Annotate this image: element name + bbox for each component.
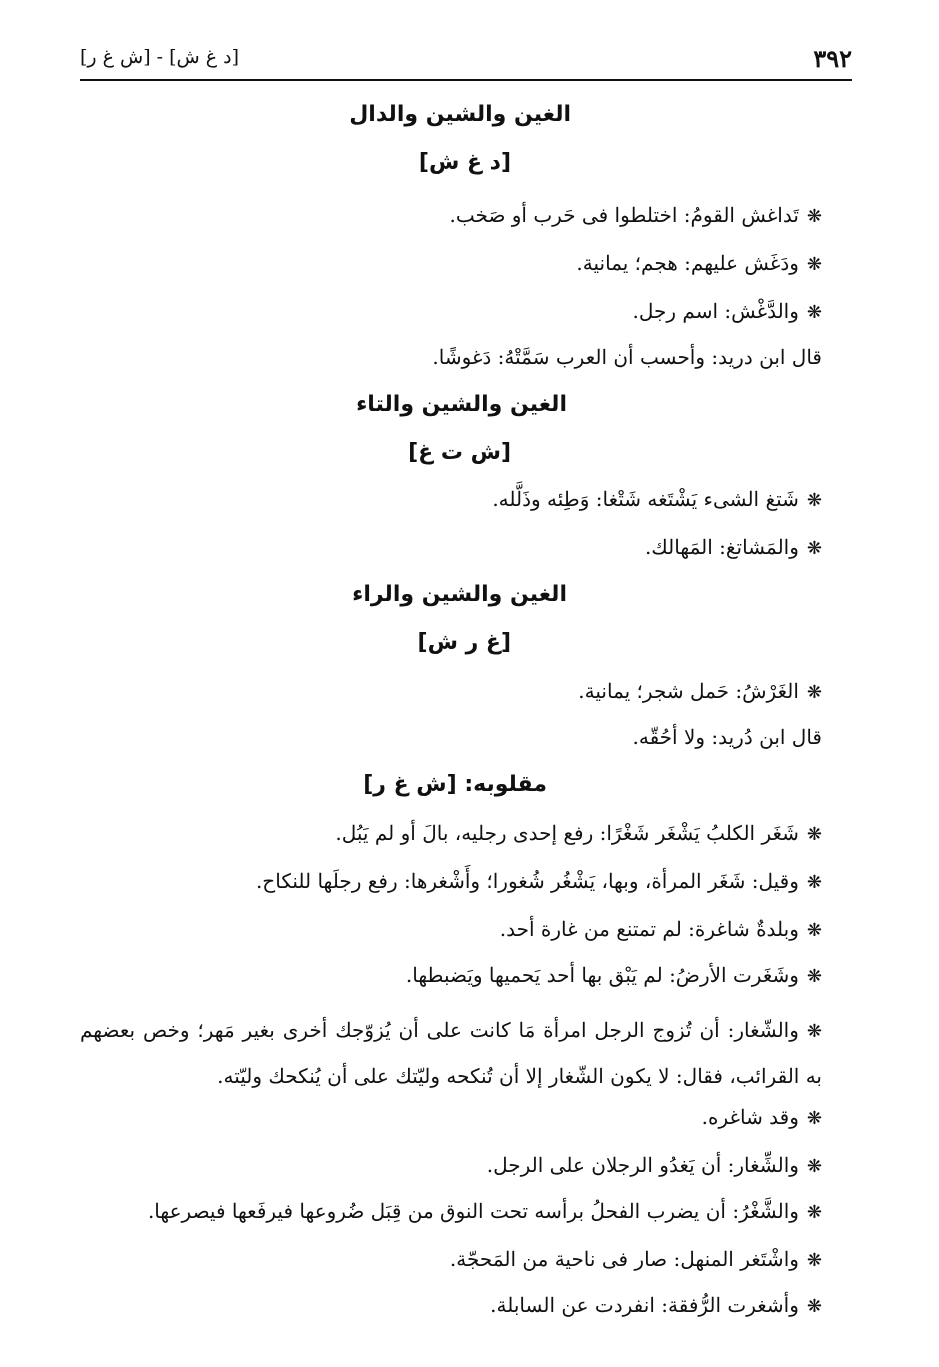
entry-text: تَداغش القومُ: اختلطوا فى حَرب أو صَخب.: [449, 203, 799, 227]
entry-line: [335, 818, 822, 850]
section-heading-ta: الغين والشين والتاء: [356, 392, 567, 417]
asterisk-icon: ❋: [806, 1250, 822, 1271]
entry-text: وقيل: شَغَر المرأة، وبها، يَشْغُر شُغورا؛ وأَشْغرها: رفع رجلَها للنكاح.: [255, 869, 799, 893]
entry-text: الغَرْشُ: حَمل شجر؛ يمانية.: [578, 679, 799, 703]
entry-text: وبلدةٌ شاغرة: لم تمتنع من غارة أحد.: [499, 917, 799, 941]
entry-text: والدَّغْش: اسم رجل.: [632, 299, 799, 323]
asterisk-icon: ❋: [806, 824, 822, 845]
entry-line: [645, 532, 822, 564]
entry-line: [576, 248, 822, 280]
note-line: قال ابن دُريد: ولا أحُقّه.: [632, 725, 822, 749]
note-line: قال ابن دريد: وأحسب أن العرب سَمَّتْهُ: دَغوشًا.: [432, 345, 822, 369]
section-heading-dal: الغين والشين والدال: [349, 102, 571, 127]
asterisk-icon: ❋: [806, 682, 822, 703]
asterisk-icon: ❋: [806, 1202, 822, 1223]
page-number: ٣٩٢: [813, 44, 852, 73]
asterisk-icon: ❋: [806, 254, 822, 275]
root-dghsh: [د غ ش]: [418, 150, 511, 175]
asterisk-icon: ❋: [806, 966, 822, 987]
inverted-heading: مقلوبه: [ش غ ر]: [363, 772, 547, 797]
entry-line: [450, 1244, 822, 1276]
asterisk-icon: ❋: [806, 206, 822, 227]
asterisk-icon: ❋: [806, 920, 822, 941]
entry-text: وقد شاغره.: [701, 1105, 799, 1129]
asterisk-icon: ❋: [806, 1296, 822, 1317]
page-header: [80, 44, 852, 78]
asterisk-icon: ❋: [806, 1108, 822, 1129]
asterisk-icon: ❋: [806, 872, 822, 893]
entry-line: [492, 484, 822, 516]
asterisk-icon: ❋: [806, 302, 822, 323]
asterisk-icon: ❋: [806, 490, 822, 511]
entry-line: [406, 960, 822, 992]
entry-text: والشِّغار: أن يَغدُو الرجلان على الرجل.: [486, 1153, 799, 1177]
long-entry: [80, 1008, 822, 1098]
header-rule: [80, 79, 852, 81]
entry-text: والشّغار: أن تُزوج الرجل امرأة مَا كانت على أن يُزوّجك أخرى بغير مَهر؛ وخص بعضهم به القرائب، فقال: لا يكون الشّغار إلا أن تُنكحه وليّتك على أن يُنكحك وليّته.: [80, 1018, 822, 1088]
running-head: [د غ ش] - [ش غ ر]: [80, 46, 240, 68]
root-shtgh: [ش ت غ]: [408, 440, 511, 465]
entry-text: وشَغَرت الأرضُ: لم يَبْق بها أحد يَحميها ويَضبطها.: [405, 963, 799, 987]
asterisk-icon: ❋: [806, 1156, 822, 1177]
root-ghrsh: [غ ر ش]: [417, 630, 511, 655]
entry-text: شَتغ الشىء يَشْتَغه شَتْغا: وَطِئه وذَلَّله.: [492, 487, 799, 511]
entry-line: [450, 200, 822, 232]
entry-text: واشْتَغر المنهل: صار فى ناحية من المَحجّة.: [449, 1247, 799, 1271]
entry-text: شَغَر الكلبُ يَشْغَر شَغْرًا: رفع إحدى رجليه، بالَ أو لم يَبُل.: [335, 821, 799, 845]
entry-line: [256, 866, 822, 898]
entry-text: ودَغَش عليهم: هجم؛ يمانية.: [576, 251, 799, 275]
entry-line: [500, 914, 822, 946]
entry-text: وأشغرت الرُّفقة: انفردت عن السابلة.: [490, 1293, 799, 1317]
entry-line: [578, 676, 822, 708]
section-heading-ra: الغين والشين والراء: [352, 582, 567, 607]
asterisk-icon: ❋: [806, 1021, 822, 1042]
entry-text: والمَشاتغ: المَهالك.: [644, 535, 799, 559]
entry-text: والشَّغْرُ: أن يضرب الفحلُ برأسه تحت النوق من قِبَل ضُروعها فيرفَعها فيصرعها.: [147, 1199, 799, 1223]
entry-line: [487, 1150, 822, 1182]
entry-line: [148, 1196, 822, 1228]
entry-line: [633, 296, 822, 328]
asterisk-icon: ❋: [806, 538, 822, 559]
entry-line: [490, 1290, 822, 1322]
entry-line: [702, 1102, 822, 1134]
